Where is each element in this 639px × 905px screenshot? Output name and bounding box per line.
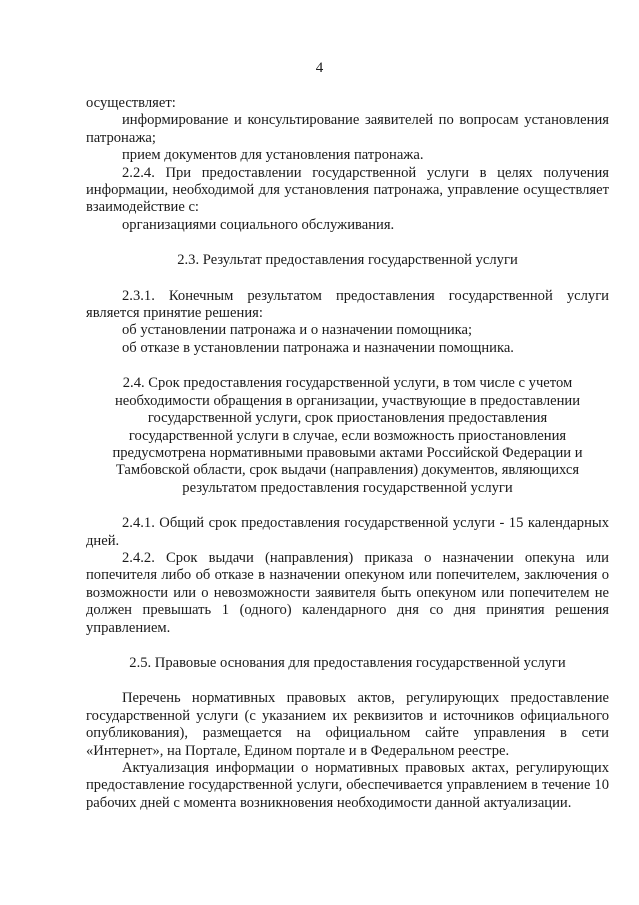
document-body xyxy=(86,95,609,812)
section-heading-2-5: 2.5. Правовые основания для предоставления государственной услуги xyxy=(129,654,566,671)
paragraph-implements: осуществляет: xyxy=(86,95,176,111)
list-item-establishing-patronage: об установлении патронажа и о назначении помощника; xyxy=(122,322,473,339)
paragraph-2-4-2: 2.4.2. Срок выдачи (направления) приказа о назначении опекуна или попечителя либо об отказе в назначении опекуном или попечителем, заключения о возможности или о невозможности заявителя быть опекуном или попечителем не должен превышать 1 (одного) календарного дня со дня принятия решения управлением. xyxy=(86,549,609,636)
paragraph-2-4-1: 2.4.1. Общий срок предоставления государственной услуги - 15 календарных дней. xyxy=(86,515,609,549)
paragraph-actualization: Актуализация информации о нормативных правовых актах, регулирующих предоставление государственной услуги, обеспечивается управлением в течение 10 рабочих дней с момента возникновения необходимости данной актуализации. xyxy=(86,760,609,811)
list-item-informing: информирование и консультирование заявителей по вопросам установления патронажа; xyxy=(86,112,609,146)
paragraph-2-3-1: 2.3.1. Конечным результатом предоставления государственной услуги является принятие решения: xyxy=(86,287,609,322)
list-item-refusal-patronage: об отказе в установлении патронажа и назначении помощника. xyxy=(122,339,514,356)
section-heading-2-3: 2.3. Результат предоставления государственной услуги xyxy=(177,252,518,269)
page-number: 4 xyxy=(315,60,324,76)
paragraph-2-2-4: 2.2.4. При предоставлении государственной услуги в целях получения информации, необходимой для установления патронажа, управление осуществляет взаимодействие с: xyxy=(86,164,609,216)
list-item-social-organizations: организациями социального обслуживания. xyxy=(122,216,395,233)
list-item-receiving-documents: прием документов для установления патронажа. xyxy=(122,147,424,164)
paragraph-legal-acts-list: Перечень нормативных правовых актов, регулирующих предоставление государственной услуги (с указанием их реквизитов и источников официального опубликования), размещается на официальном сайте управления в сети «Интернет», на Портале, Едином портале и в Федеральном реестре. xyxy=(86,690,609,759)
section-heading-2-4: 2.4. Срок предоставления государственной услуги, в том числе с учетом необходимости обращения в организации, участвующие в предоставлении государственной услуги, срок приостановления предоставления государственной услуги в случае, если возможность приостановления предусмотрена нормативными правовыми актами Российской Федерации и Тамбовской области, срок выдачи (направления) документов, являющихся результатом предоставления государственной услуги xyxy=(112,375,583,496)
